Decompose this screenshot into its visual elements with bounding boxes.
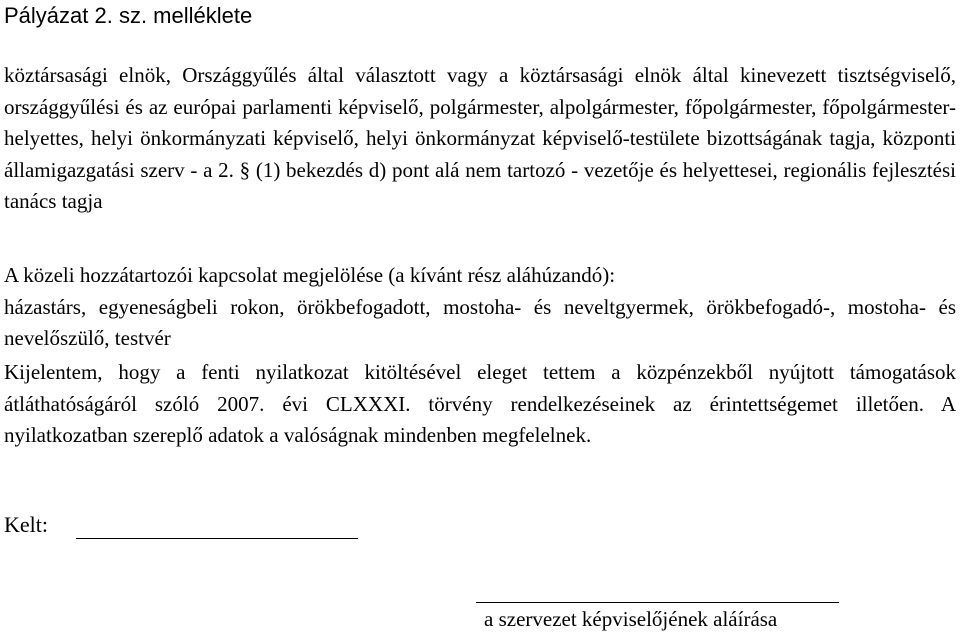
declaration-paragraph: Kijelentem, hogy a fenti nyilatkozat kitöltésével eleget tettem a közpénzekből nyújtott támogatások átláthatóságáról szóló 2007. évi CLXXXI. törvény rendelkezéseinek az érintettségemet illetően. A nyilatkozatban szereplő adatok a valóságnak mindenben megfelelnek. — [4, 360, 956, 448]
kelt-label: Kelt: — [4, 512, 48, 537]
relationship-section — [4, 260, 956, 355]
attachment-title: Pályázat 2. sz. melléklete — [4, 3, 253, 28]
signature-label: a szervezet képviselőjének aláírása — [484, 607, 778, 631]
relationship-options: házastárs, egyeneságbeli rokon, örökbefogadott, mostoha- és neveltgyermek, örökbefogadó-, mostoha- és nevelőszülő, testvér — [4, 294, 956, 351]
official-roles-paragraph: köztársasági elnök, Országgyűlés által választott vagy a köztársasági elnök által kinevezett tisztségviselő, országgyűlési és az európai parlamenti képviselő, polgármester, alpolgármester, főpolgármester, főpolgármester-helyettes, helyi önkormányzati képviselő, helyi önkormányzat képviselő-testülete bizottságának tagja, központi államigazgatási szerv - a 2. § (1) bekezdés d) pont alá nem tartozó - vezetője és helyettesei, regionális fejlesztési tanács tagja — [4, 63, 956, 214]
date-blank-line — [76, 538, 358, 539]
relationship-instruction: A közeli hozzátartozói kapcsolat megjelölése (a kívánt rész aláhúzandó): — [4, 263, 616, 287]
signature-line — [476, 602, 839, 603]
